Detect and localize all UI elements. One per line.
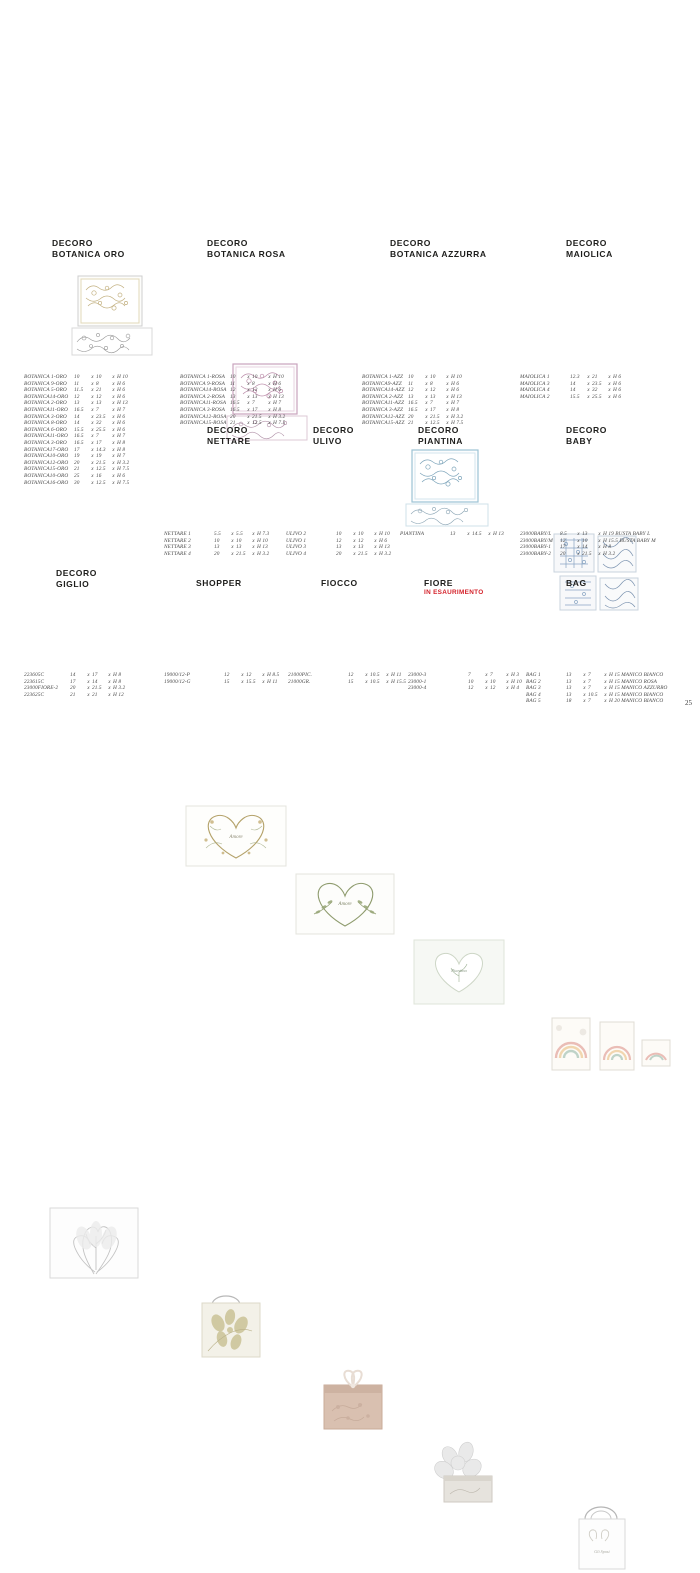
spec-row: BAG 3 13 x 7 x H 15 MANICO AZZURRO [526, 685, 668, 692]
section-title: DECORO PIANTINA [418, 425, 463, 446]
section-title: DECORO BOTANICA ORO [52, 238, 125, 259]
spec-row: 23000-1 10 x 10 x H 10 [408, 678, 522, 685]
spec-row: ULIVO 3 13 x 13 x H 13 [286, 544, 390, 551]
spec-row: MAIOLICA 3 14 x 23.5 x H 6 [520, 380, 622, 387]
spec-row: 23000BABY-1 17 x 14 x H 8 [520, 544, 612, 551]
spec-row: BOTANICA15-AZZ 21 x 12.5 x H 7.5 [362, 420, 464, 427]
spec-row: ULIVO 2 10 x 10 x H 10 [286, 531, 390, 537]
product-image-ulivo [286, 870, 404, 938]
spec-row: BOTANICA 9-ORO 11 x 8 x H 6 [24, 380, 126, 387]
spec-row: BOTANICA12-AZZ 20 x 21.5 x H 3.2 [362, 413, 464, 420]
section-title: SHOPPER [196, 578, 242, 588]
spec-row: 223625C 21 x 21 x H 12 [24, 691, 124, 698]
spec-row: BOTANICA 1-ROSA 10 x 10 x H 10 [180, 374, 284, 380]
spec-row: BOTANICA11-ORO 16.5 x 7 x H 7 [24, 406, 126, 413]
product-image-baby [546, 1006, 674, 1074]
page-number: 25 [685, 699, 692, 707]
spec-row: BOTANICA9-AZZ 11 x 8 x H 6 [362, 380, 460, 387]
section-title: FIORE [424, 578, 453, 588]
spec-row: BOTANICA 3-ROSA 16.5 x 17 x H 8 [180, 406, 282, 413]
spec-row: 19000/12-P 12 x 12 x H 8.5 [164, 672, 280, 678]
section-botanica-rosa [207, 238, 357, 259]
specs-maiolica [520, 374, 690, 400]
spec-row: BOTANICA 8-ORO 14 x 32 x H 6 [24, 420, 126, 427]
section-title: DECORO NETTARE [207, 425, 251, 446]
shopper-artwork [178, 1289, 290, 1361]
spec-row: BOTANICA11-ORO 16.5 x 7 x H 7 [24, 433, 126, 440]
spec-row: BOTANICA14-ROSA 12 x 12 x H 6 [180, 387, 282, 394]
spec-row: BOTANICA 6-ORO 15.5 x 25.5 x H 6 [24, 426, 126, 433]
spec-row: 21000GR. 15 x 10.5 x H 15.5 [288, 678, 407, 685]
section-nettare [207, 425, 317, 446]
spec-row: 23000FIORE-2 20 x 21.5 x H 3.2 [24, 685, 126, 692]
product-image-nettare [176, 802, 296, 870]
spec-row: MAIOLICA 1 12.3 x 21 x H 6 [520, 374, 622, 380]
spec-row: NETTARE 3 13 x 13 x H 13 [164, 544, 268, 551]
section-fiocco [321, 578, 421, 589]
spec-row: BOTANICA10-ORO 19 x 19 x H 7 [24, 453, 126, 460]
spec-row: BOTANICA14-AZZ 12 x 12 x H 6 [362, 387, 460, 394]
section-shopper [196, 578, 296, 589]
spec-row: 23000-4 12 x 12 x H 4 [408, 685, 520, 692]
piantina-artwork [400, 938, 518, 1006]
spec-row: BAG 4 13 x 10.5 x H 15 MANICO BIANCO [526, 691, 664, 698]
section-title: DECORO GIGLIO [56, 568, 97, 589]
specs-botanica-oro [24, 374, 184, 486]
spec-row: BOTANICA10-ORO 25 x 16 x H 6 [24, 472, 126, 479]
product-image-botanica-azzurra [386, 444, 510, 530]
section-piantina [418, 425, 528, 446]
botanica-azzurra-artwork [386, 444, 510, 530]
section-fiore [424, 578, 544, 597]
stock-note: IN ESAURIMENTO [424, 588, 484, 596]
svg-text:Amore: Amore [338, 902, 352, 907]
product-image-bag [545, 1501, 663, 1573]
spec-row: NETTARE 2 10 x 10 x H 10 [164, 537, 268, 544]
spec-row: MAIOLICA 2 15.5 x 25.5 x H 6 [520, 393, 622, 400]
spec-row: BOTANICA 9-ROSA 11 x 8 x H 6 [180, 380, 282, 387]
spec-row: BOTANICA 1-ORO 10 x 10 x H 10 [24, 374, 128, 380]
product-image-botanica-oro [50, 272, 174, 358]
spec-row: NETTARE 4 20 x 21.5 x H 3.2 [164, 550, 270, 557]
botanica-oro-artwork [50, 272, 174, 358]
section-giglio [56, 568, 156, 589]
spec-row: MAIOLICA 4 14 x 32 x H 6 [520, 387, 622, 394]
section-title: DECORO BOTANICA AZZURRA [390, 238, 487, 259]
spec-row: BOTANICA 2-AZZ 13 x 13 x H 13 [362, 393, 462, 400]
ulivo-artwork [286, 870, 404, 938]
spec-row: BOTANICA11-AZZ 16.5 x 7 x H 7 [362, 400, 460, 407]
product-image-piantina [400, 938, 518, 1006]
spec-row: BOTANICA 2-ORO 13 x 13 x H 13 [24, 400, 128, 407]
section-title: DECORO BOTANICA ROSA [207, 238, 286, 259]
giglio-artwork [40, 1204, 150, 1282]
product-image-fiocco [298, 1361, 410, 1433]
spec-row: BAG 1 13 x 7 x H 15 MANICO BIANCO [526, 672, 664, 678]
section-botanica-azzurra [390, 238, 550, 259]
svg-text:Amore: Amore [229, 835, 243, 840]
spec-row: NETTARE 1 5.5 x 5.5 x H 7.3 [164, 531, 270, 537]
fiore-artwork [408, 1436, 520, 1504]
nettare-artwork [176, 802, 296, 870]
product-image-giglio [40, 1204, 150, 1282]
specs-piantina [400, 531, 540, 538]
spec-row: BOTANICA16-ORO 30 x 12.5 x H 7.5 [24, 479, 130, 486]
spec-row: BOTANICA12-ORO 20 x 21.5 x H 3.2 [24, 459, 130, 466]
section-ulivo [313, 425, 413, 446]
section-title: DECORO MAIOLICA [566, 238, 613, 259]
section-title: DECORO ULIVO [313, 425, 354, 446]
section-title: BAG [566, 578, 587, 588]
svg-text:Piantina: Piantina [451, 968, 467, 973]
spec-row: BOTANICA15-ROSA 21 x 12.5 x H 7.5 [180, 420, 286, 427]
spec-row: 23000BABY-2 20 x 21.5 x H 3.2 [520, 550, 616, 557]
svg-text:Gli Sposi: Gli Sposi [594, 1549, 610, 1554]
specs-bag [526, 672, 700, 705]
spec-row: BOTANICA14-ORO 12 x 12 x H 6 [24, 393, 126, 400]
section-title: FIOCCO [321, 578, 358, 588]
specs-baby [520, 531, 700, 557]
spec-row: BOTANICA 3-ORO 16.5 x 17 x H 8 [24, 439, 126, 446]
spec-row: ULIVO 4 20 x 21.5 x H 3.2 [286, 550, 392, 557]
product-image-shopper [178, 1289, 290, 1361]
bag-artwork [545, 1501, 663, 1573]
spec-row: 23000-3 7 x 7 x H 3 [408, 672, 520, 678]
baby-artwork [546, 1006, 674, 1074]
product-image-fiore [408, 1436, 520, 1504]
spec-row: 21000PIC. 12 x 10.5 x H 11 [288, 672, 402, 678]
specs-giglio [24, 672, 184, 698]
spec-row: BOTANICA17-ORO 17 x 14.3 x H 8 [24, 446, 126, 453]
spec-row: BOTANICA12-ROSA 20 x 21.5 x H 3.2 [180, 413, 286, 420]
spec-row: 223605C 14 x 17 x H 8 [24, 672, 122, 678]
spec-row: BOTANICA11-ROSA 16.5 x 7 x H 7 [180, 400, 282, 407]
specs-botanica-rosa [180, 374, 340, 427]
spec-row: BAG 2 13 x 7 x H 15 MANICO ROSA [526, 678, 657, 685]
spec-row: BAG 5 18 x 7 x H 20 MANICO BIANCO [526, 698, 664, 705]
section-baby [566, 425, 676, 446]
spec-row: BOTANICA 1-AZZ 10 x 10 x H 10 [362, 374, 462, 380]
section-title: DECORO BABY [566, 425, 607, 446]
section-botanica-oro [52, 238, 192, 259]
spec-row: BOTANICA15-ORO 21 x 12.5 x H 7.5 [24, 466, 130, 473]
spec-row: BOTANICA 2-ROSA 13 x 13 x H 13 [180, 393, 284, 400]
spec-row: 23000BABY/L 8.5 x 13 x H 19 BUSTA BABY L [520, 531, 651, 537]
spec-row: BOTANICA 5-ORO 11.5 x 21 x H 6 [24, 387, 126, 394]
spec-row: ULIVO 1 12 x 12 x H 6 [286, 537, 388, 544]
spec-row: PIANTINA 13 x 14.5 x H 13 [400, 531, 504, 537]
spec-row: BOTANICA 3-ORO 14 x 23.5 x H 6 [24, 413, 126, 420]
spec-row: 23000BABY/M 12 x 10 x H 15.5 BUSTA BABY M [520, 537, 656, 544]
spec-row: 223615C 17 x 14 x H 8 [24, 678, 122, 685]
spec-row: BOTANICA 3-AZZ 16.5 x 17 x H 8 [362, 406, 460, 413]
section-bag [566, 578, 666, 589]
section-maiolica [566, 238, 686, 259]
fiocco-artwork [298, 1361, 410, 1433]
specs-botanica-azzurra [362, 374, 522, 427]
spec-row: 19000/12-G 15 x 15.5 x H 11 [164, 678, 278, 685]
